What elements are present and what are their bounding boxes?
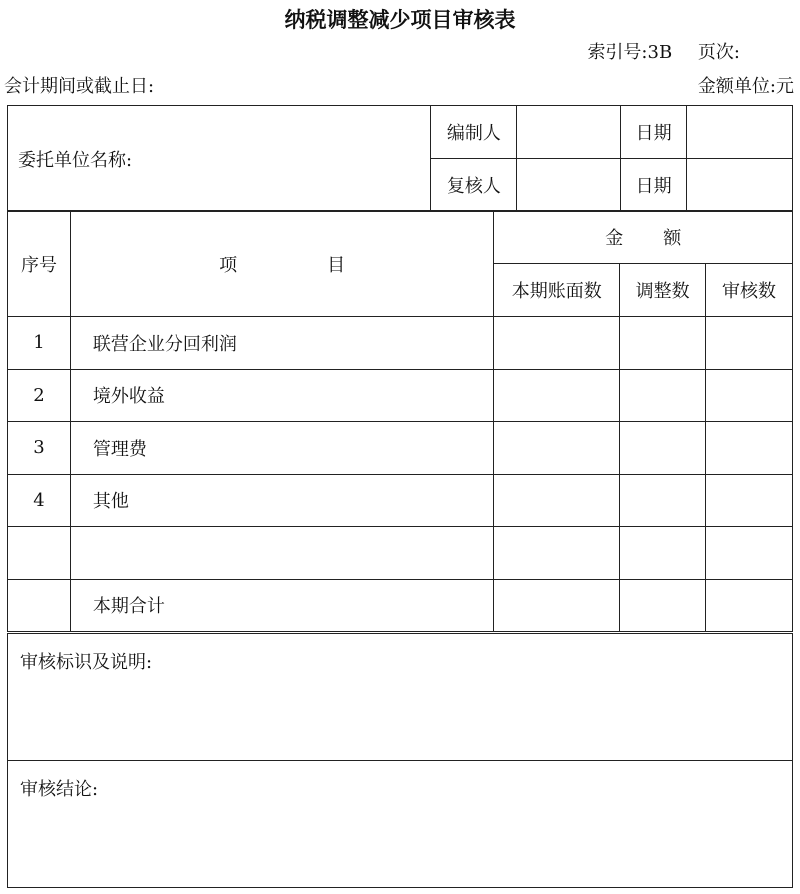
review-date-label: 日期	[621, 159, 687, 212]
table-row	[8, 369, 793, 422]
row-book-cell[interactable]	[494, 369, 620, 422]
row-book-cell[interactable]	[494, 422, 620, 475]
row-item: 境外收益	[70, 369, 493, 422]
row-book-cell[interactable]	[494, 527, 620, 580]
row-adjust-cell[interactable]	[620, 474, 706, 527]
notes-block	[7, 633, 793, 888]
preparer-label: 编制人	[431, 106, 517, 159]
reviewer-label: 复核人	[431, 159, 517, 212]
total-book-cell[interactable]	[494, 579, 620, 632]
row-audit-cell[interactable]	[706, 527, 793, 580]
table-row	[8, 317, 793, 370]
conclusion-area[interactable]	[8, 761, 793, 888]
row-item: 本期合计	[70, 579, 493, 632]
col-audit-header: 审核数	[706, 264, 793, 317]
row-book-cell[interactable]	[494, 317, 620, 370]
row-adjust-cell[interactable]	[620, 422, 706, 475]
col-book-header: 本期账面数	[494, 264, 620, 317]
amount-header	[494, 211, 793, 264]
row-item	[70, 527, 493, 580]
row-audit-cell[interactable]	[706, 369, 793, 422]
period-label: 会计期间或截止日:	[4, 76, 155, 97]
index-label: 索引号:3B	[587, 42, 673, 63]
review-date-field[interactable]	[687, 159, 793, 212]
row-seq: 3	[8, 422, 71, 475]
table-row	[8, 474, 793, 527]
table-row	[8, 422, 793, 475]
form-title: 纳税调整减少项目审核表	[284, 8, 516, 32]
table-row	[8, 527, 793, 580]
total-row	[8, 579, 793, 632]
row-item: 其他	[70, 474, 493, 527]
index-line	[583, 38, 740, 64]
items-table	[7, 210, 793, 632]
row-audit-cell[interactable]	[706, 422, 793, 475]
row-seq	[8, 527, 71, 580]
reviewer-field[interactable]	[517, 159, 621, 212]
audit-note-area[interactable]	[8, 634, 793, 761]
row-seq: 4	[8, 474, 71, 527]
row-item: 管理费	[70, 422, 493, 475]
prepare-date-label: 日期	[621, 106, 687, 159]
row-book-cell[interactable]	[494, 474, 620, 527]
row-adjust-cell[interactable]	[620, 317, 706, 370]
row-item: 联营企业分回利润	[70, 317, 493, 370]
amount-header-a: 金	[605, 228, 624, 249]
prepare-date-field[interactable]	[687, 106, 793, 159]
audit-note-label: 审核标识及说明:	[20, 652, 153, 673]
amount-header-b: 额	[663, 228, 682, 249]
row-seq: 2	[8, 369, 71, 422]
col-seq-header: 序号	[8, 211, 71, 317]
col-item-header-b: 目	[327, 254, 346, 276]
client-name-label: 委托单位名称:	[8, 106, 431, 212]
conclusion-label: 审核结论:	[20, 779, 99, 800]
col-adjust-header: 调整数	[620, 264, 706, 317]
total-audit-cell[interactable]	[706, 579, 793, 632]
total-adjust-cell[interactable]	[620, 579, 706, 632]
preparer-field[interactable]	[517, 106, 621, 159]
row-adjust-cell[interactable]	[620, 369, 706, 422]
unit-label: 金额单位:元	[697, 76, 794, 97]
col-item-header	[70, 211, 493, 317]
row-adjust-cell[interactable]	[620, 527, 706, 580]
page-label: 页次:	[697, 42, 740, 63]
row-audit-cell[interactable]	[706, 317, 793, 370]
col-item-header-a: 项	[219, 254, 238, 276]
row-seq: 1	[8, 317, 71, 370]
row-audit-cell[interactable]	[706, 474, 793, 527]
row-seq	[8, 579, 71, 632]
header-block	[7, 105, 793, 212]
